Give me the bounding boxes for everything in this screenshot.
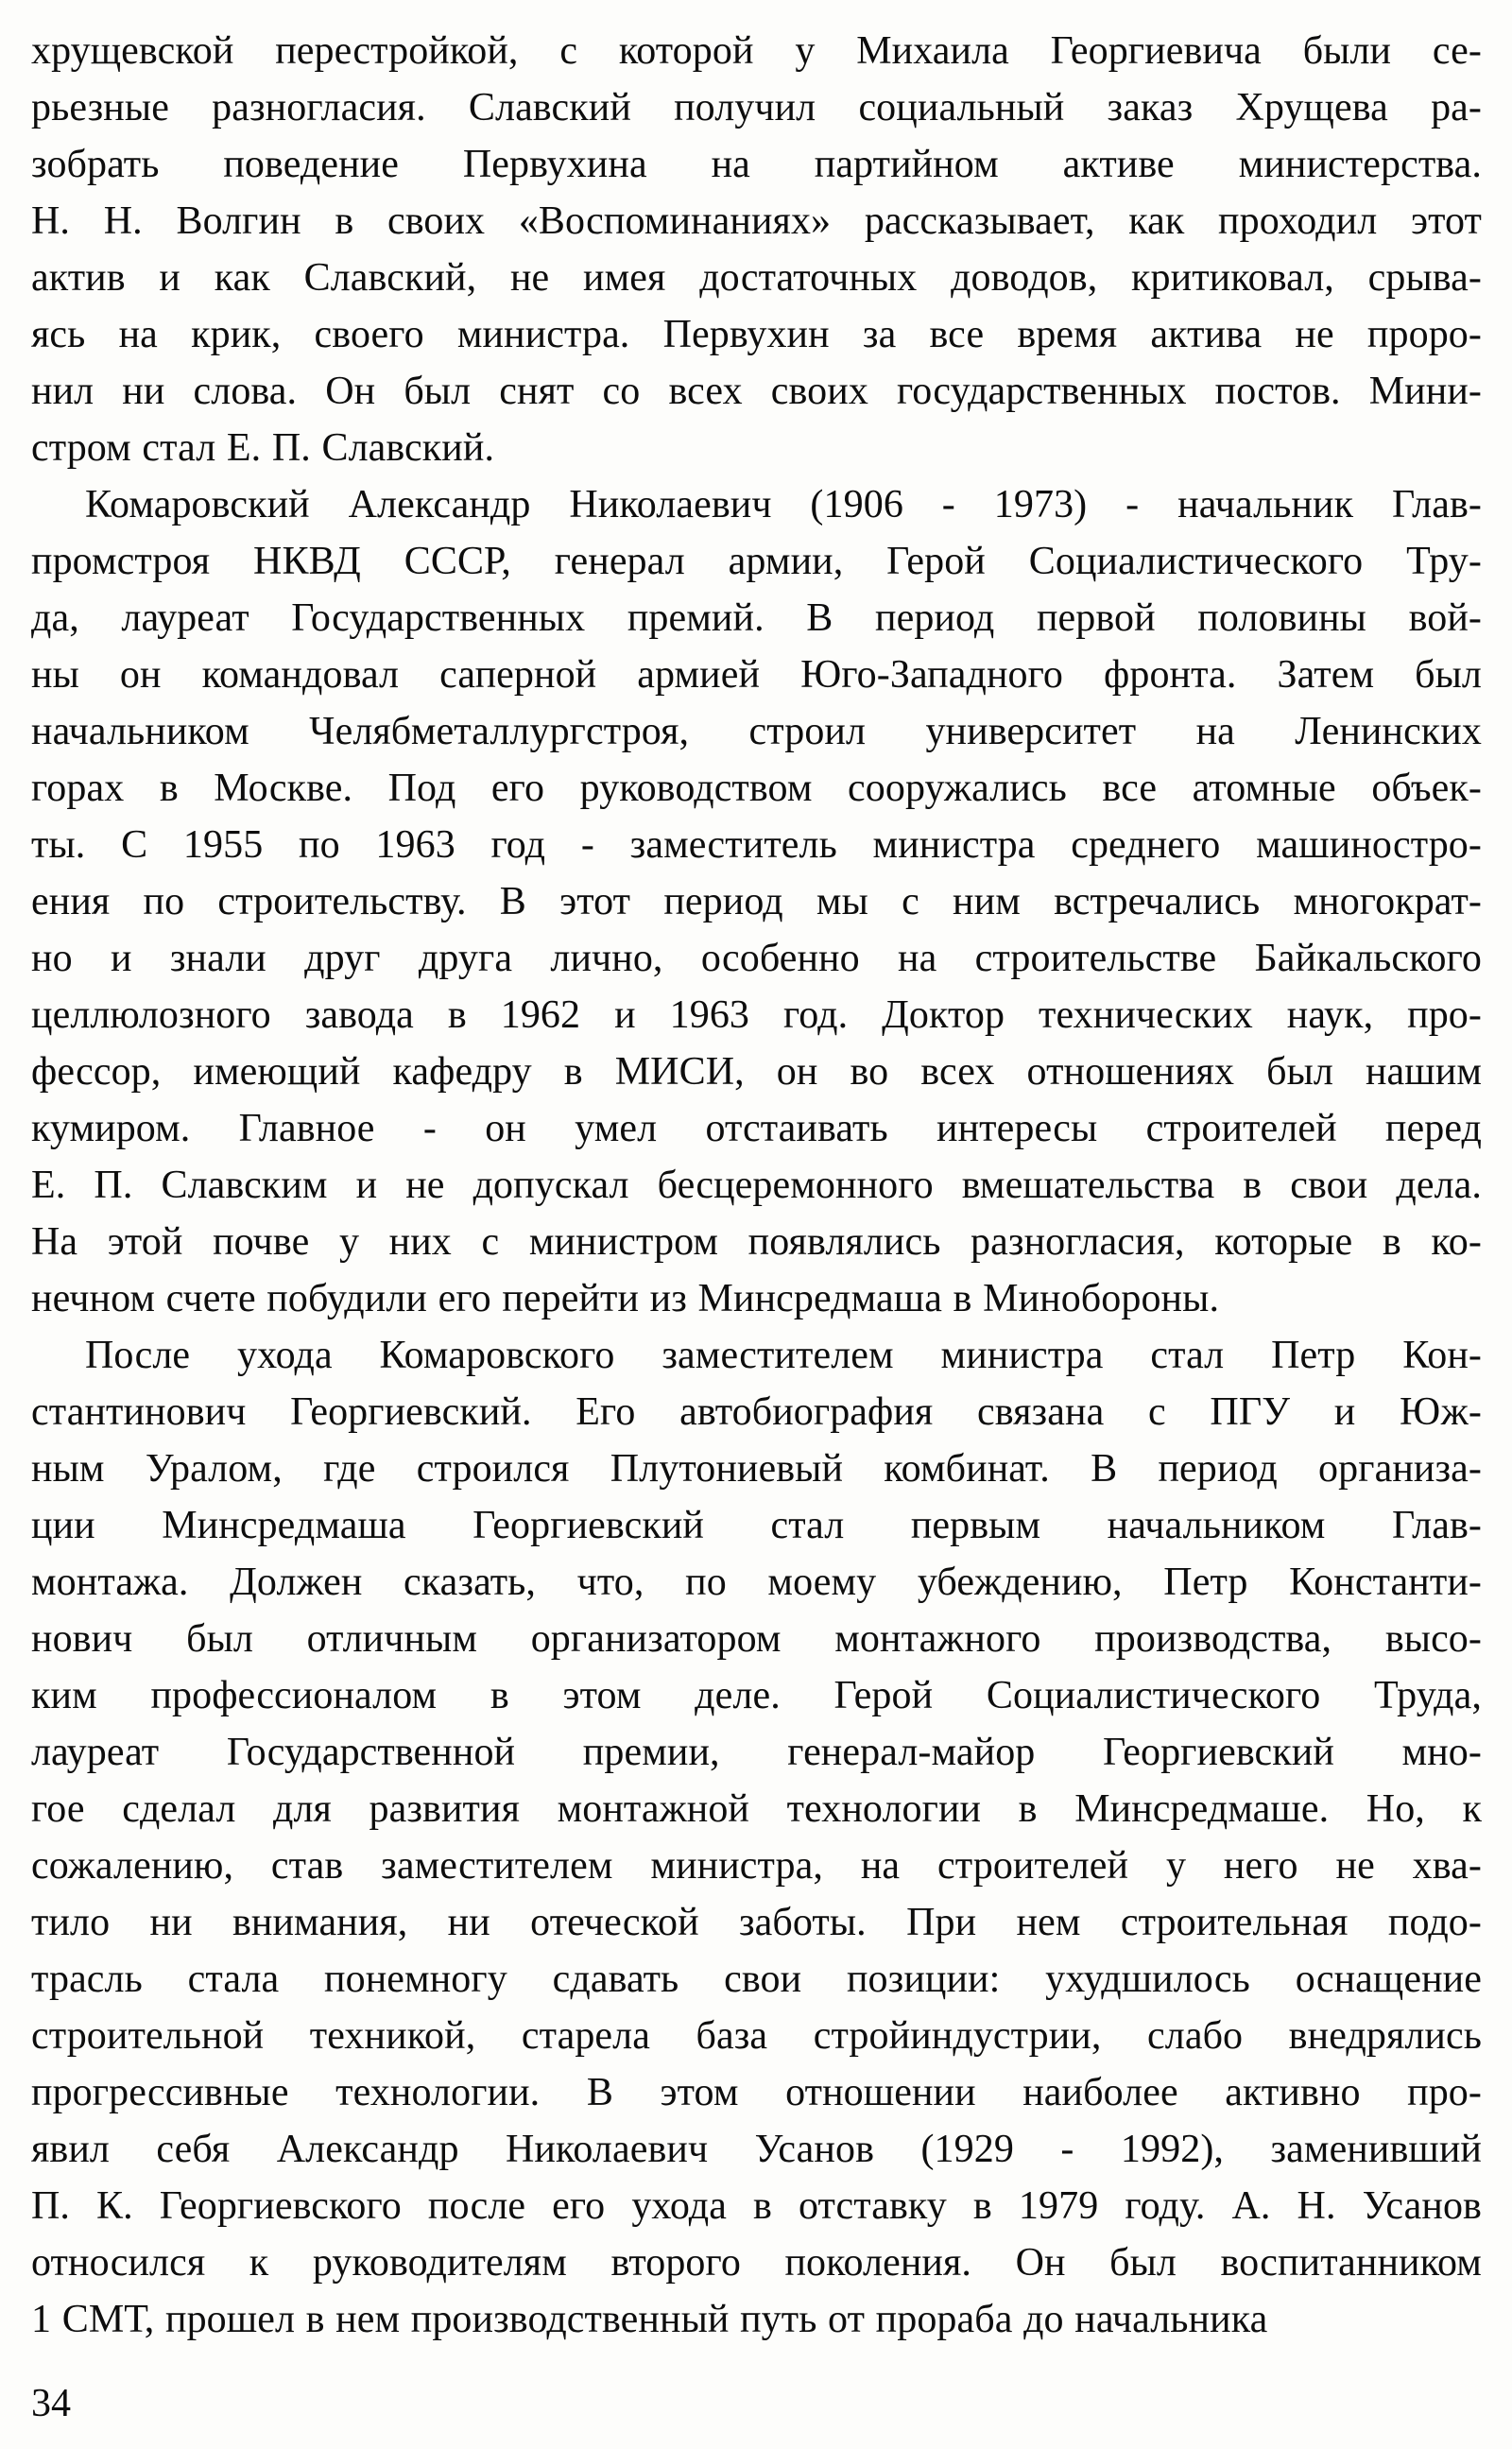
- text-line: После ухода Комаровского заместителем министра стал Петр Кон-: [85, 1334, 1482, 1377]
- text-line: нечном счете побудили его перейти из Минсредмаша в Минобороны.: [31, 1277, 1220, 1320]
- text-line: П. К. Георгиевского после его ухода в отставку в 1979 году. А. Н. Усанов: [31, 2184, 1482, 2228]
- paragraph: [31, 23, 1482, 476]
- text-line: ты. С 1955 по 1963 год - заместитель министра среднего машиностро-: [31, 823, 1482, 867]
- text-line: но и знали друг друга лично, особенно на строительстве Байкальского: [31, 937, 1482, 980]
- text-line: кумиром. Главное - он умел отстаивать интересы строителей перед: [31, 1107, 1482, 1150]
- text-line: да, лауреат Государственных премий. В период первой половины вой-: [31, 596, 1482, 640]
- text-line: горах в Москве. Под его руководством сооружались все атомные объек-: [31, 767, 1482, 810]
- text-line: тило ни внимания, ни отеческой заботы. При нем строительная подо-: [31, 1901, 1482, 1944]
- text-line: ения по строительству. В этот период мы с ним встречались многократ-: [31, 880, 1482, 923]
- text-line: явил себя Александр Николаевич Усанов (1929 - 1992), заменивший: [31, 2128, 1482, 2171]
- paragraph: [31, 476, 1482, 1327]
- text-line: ким профессионалом в этом деле. Герой Социалистического Труда,: [31, 1674, 1482, 1717]
- text-line: рьезные разногласия. Славский получил социальный заказ Хрущева ра-: [31, 86, 1482, 129]
- text-line: Н. Н. Волгин в своих «Воспоминаниях» рассказывает, как проходил этот: [31, 199, 1482, 243]
- text-line: гое сделал для развития монтажной технологии в Минсредмаше. Но, к: [31, 1787, 1482, 1831]
- text-line: целлюлозного завода в 1962 и 1963 год. Доктор технических наук, про-: [31, 993, 1482, 1037]
- text-line: ясь на крик, своего министра. Первухин за все время актива не проро-: [31, 313, 1482, 356]
- text-line: ны он командовал саперной армией Юго-Западного фронта. Затем был: [31, 653, 1482, 697]
- text-line: стантинович Георгиевский. Его автобиография связана с ПГУ и Юж-: [31, 1390, 1482, 1434]
- text-block: [31, 23, 1482, 2348]
- text-line: лауреат Государственной премии, генерал-майор Георгиевский мно-: [31, 1731, 1482, 1774]
- text-line: зобрать поведение Первухина на партийном активе министерства.: [31, 143, 1482, 186]
- text-line: начальником Челябметаллургстроя, строил университет на Ленинских: [31, 710, 1482, 753]
- text-line: фессор, имеющий кафедру в МИСИ, он во всех отношениях был нашим: [31, 1050, 1482, 1094]
- text-line: ции Минсредмаша Георгиевский стал первым начальником Глав-: [31, 1504, 1482, 1547]
- text-line: нович был отличным организатором монтажного производства, высо-: [31, 1617, 1482, 1661]
- paragraph: [31, 1327, 1482, 2348]
- text-line: относился к руководителям второго поколения. Он был воспитанником: [31, 2241, 1482, 2285]
- page-number: 34: [31, 2382, 71, 2425]
- text-line: сожалению, став заместителем министра, на строителей у него не хва-: [31, 1844, 1482, 1888]
- text-line: нил ни слова. Он был снят со всех своих государственных постов. Мини-: [31, 370, 1482, 413]
- text-line: прогрессивные технологии. В этом отношении наиболее активно про-: [31, 2071, 1482, 2114]
- text-line: 1 СМТ, прошел в нем производственный путь от прораба до начальника: [31, 2298, 1268, 2341]
- text-line: строительной техникой, старела база стройиндустрии, слабо внедрялись: [31, 2014, 1482, 2058]
- text-line: Комаровский Александр Николаевич (1906 - 1973) - начальник Глав-: [85, 483, 1482, 526]
- text-line: ным Уралом, где строился Плутониевый комбинат. В период организа-: [31, 1447, 1482, 1491]
- text-line: актив и как Славский, не имея достаточных доводов, критиковал, срыва-: [31, 256, 1482, 300]
- text-line: промстроя НКВД СССР, генерал армии, Герой Социалистического Тру-: [31, 540, 1482, 583]
- text-line: хрущевской перестройкой, с которой у Михаила Георгиевича были се-: [31, 29, 1482, 73]
- text-line: монтажа. Должен сказать, что, по моему убеждению, Петр Константи-: [31, 1561, 1482, 1604]
- text-line: Е. П. Славским и не допускал бесцеремонного вмешательства в свои дела.: [31, 1164, 1482, 1207]
- text-line: трасль стала понемногу сдавать свои позиции: ухудшилось оснащение: [31, 1957, 1482, 2001]
- text-line: На этой почве у них с министром появлялись разногласия, которые в ко-: [31, 1220, 1482, 1264]
- text-line: стром стал Е. П. Славский.: [31, 426, 495, 470]
